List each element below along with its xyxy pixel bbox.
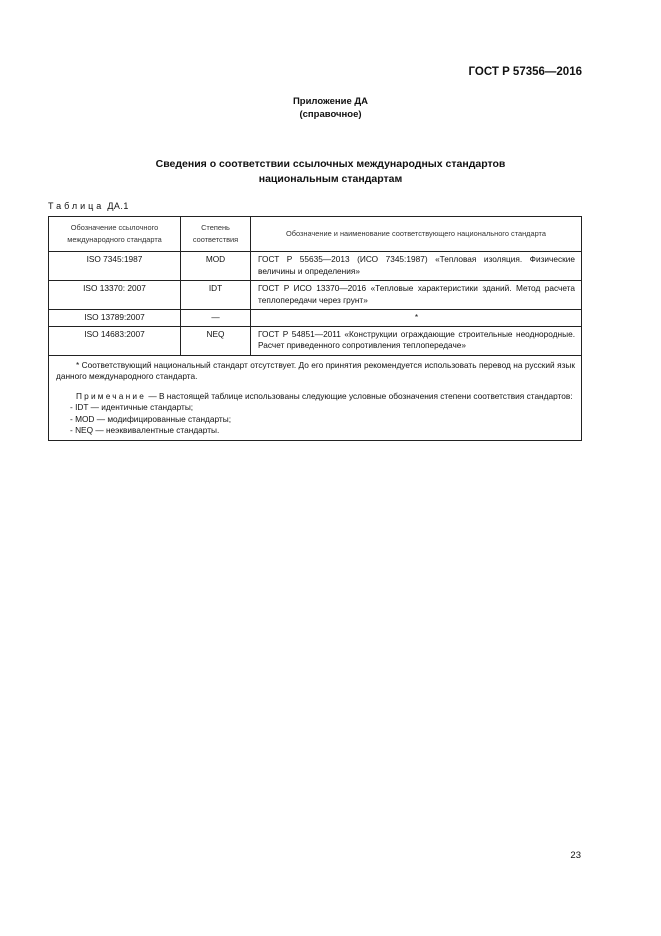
table-row	[49, 252, 582, 281]
table-row	[49, 310, 582, 327]
intl-standard-cell: ISO 14683:2007	[49, 326, 181, 355]
header-intl-line2: международного стандарта	[67, 235, 162, 244]
national-standard-cell: ГОСТ Р ИСО 13370—2016 «Тепловые характеристики зданий. Метод расчета теплопередачи через грунт»	[251, 281, 582, 310]
document-code: ГОСТ Р 57356—2016	[468, 66, 582, 78]
correspondence-table	[48, 216, 582, 441]
section-title-line1: Сведения о соответствии ссылочных международных стандартов	[155, 158, 506, 170]
header-intl-line1: Обозначение ссылочного	[70, 223, 159, 232]
intl-standard-cell: ISO 13370: 2007	[49, 281, 181, 310]
degree-cell: NEQ	[181, 326, 251, 355]
note-item: - NEQ — неэквивалентные стандарты.	[70, 424, 220, 435]
annex-title: Приложение ДА	[292, 96, 369, 107]
page-number: 23	[570, 850, 581, 861]
header-intl-standard	[49, 217, 181, 252]
table-notes-row	[49, 355, 582, 441]
degree-cell: —	[181, 310, 251, 327]
intl-standard-cell: ISO 7345:1987	[49, 252, 181, 281]
annex-heading	[0, 95, 661, 121]
annex-subtitle: (справочное)	[299, 109, 362, 120]
note-item: - MOD — модифицированные стандарты;	[70, 413, 232, 424]
national-standard-cell: ГОСТ Р 55635—2013 (ИСО 7345:1987) «Тепловая изоляция. Физические величины и определения»	[251, 252, 582, 281]
header-degree	[181, 217, 251, 252]
table-row	[49, 326, 582, 355]
section-title-line2: национальным стандартам	[258, 173, 403, 185]
table-footnote: * Соответствующий национальный стандарт отсутствует. До его принятия рекомендуется использовать перевод на русский язык данного международного стандарта.	[56, 359, 575, 381]
national-standard-cell: ГОСТ Р 54851—2011 «Конструкции ограждающие строительные неоднородные. Расчет приведенного сопротивления теплопередаче»	[251, 326, 582, 355]
table-row	[49, 281, 582, 310]
table-notes-cell	[49, 355, 582, 441]
table-header-row	[49, 217, 582, 252]
section-title	[0, 157, 661, 187]
degree-cell: IDT	[181, 281, 251, 310]
table-label	[48, 201, 129, 211]
table-label-number: ДА.1	[107, 201, 129, 211]
national-standard-cell: *	[251, 310, 582, 327]
intl-standard-cell: ISO 13789:2007	[49, 310, 181, 327]
note-word: Примечание	[76, 391, 147, 402]
note-text: — В настоящей таблице использованы следующие условные обозначения степени соответствия стандартов:	[148, 391, 573, 402]
table-label-prefix: Таблица	[48, 201, 105, 211]
note-item: - IDT — идентичные стандарты;	[70, 402, 194, 413]
header-national-standard: Обозначение и наименование соответствующего национального стандарта	[251, 217, 582, 252]
degree-cell: MOD	[181, 252, 251, 281]
table-note	[56, 391, 575, 402]
header-degree-line1: Степень	[201, 223, 230, 232]
header-degree-line2: соответствия	[192, 235, 239, 244]
